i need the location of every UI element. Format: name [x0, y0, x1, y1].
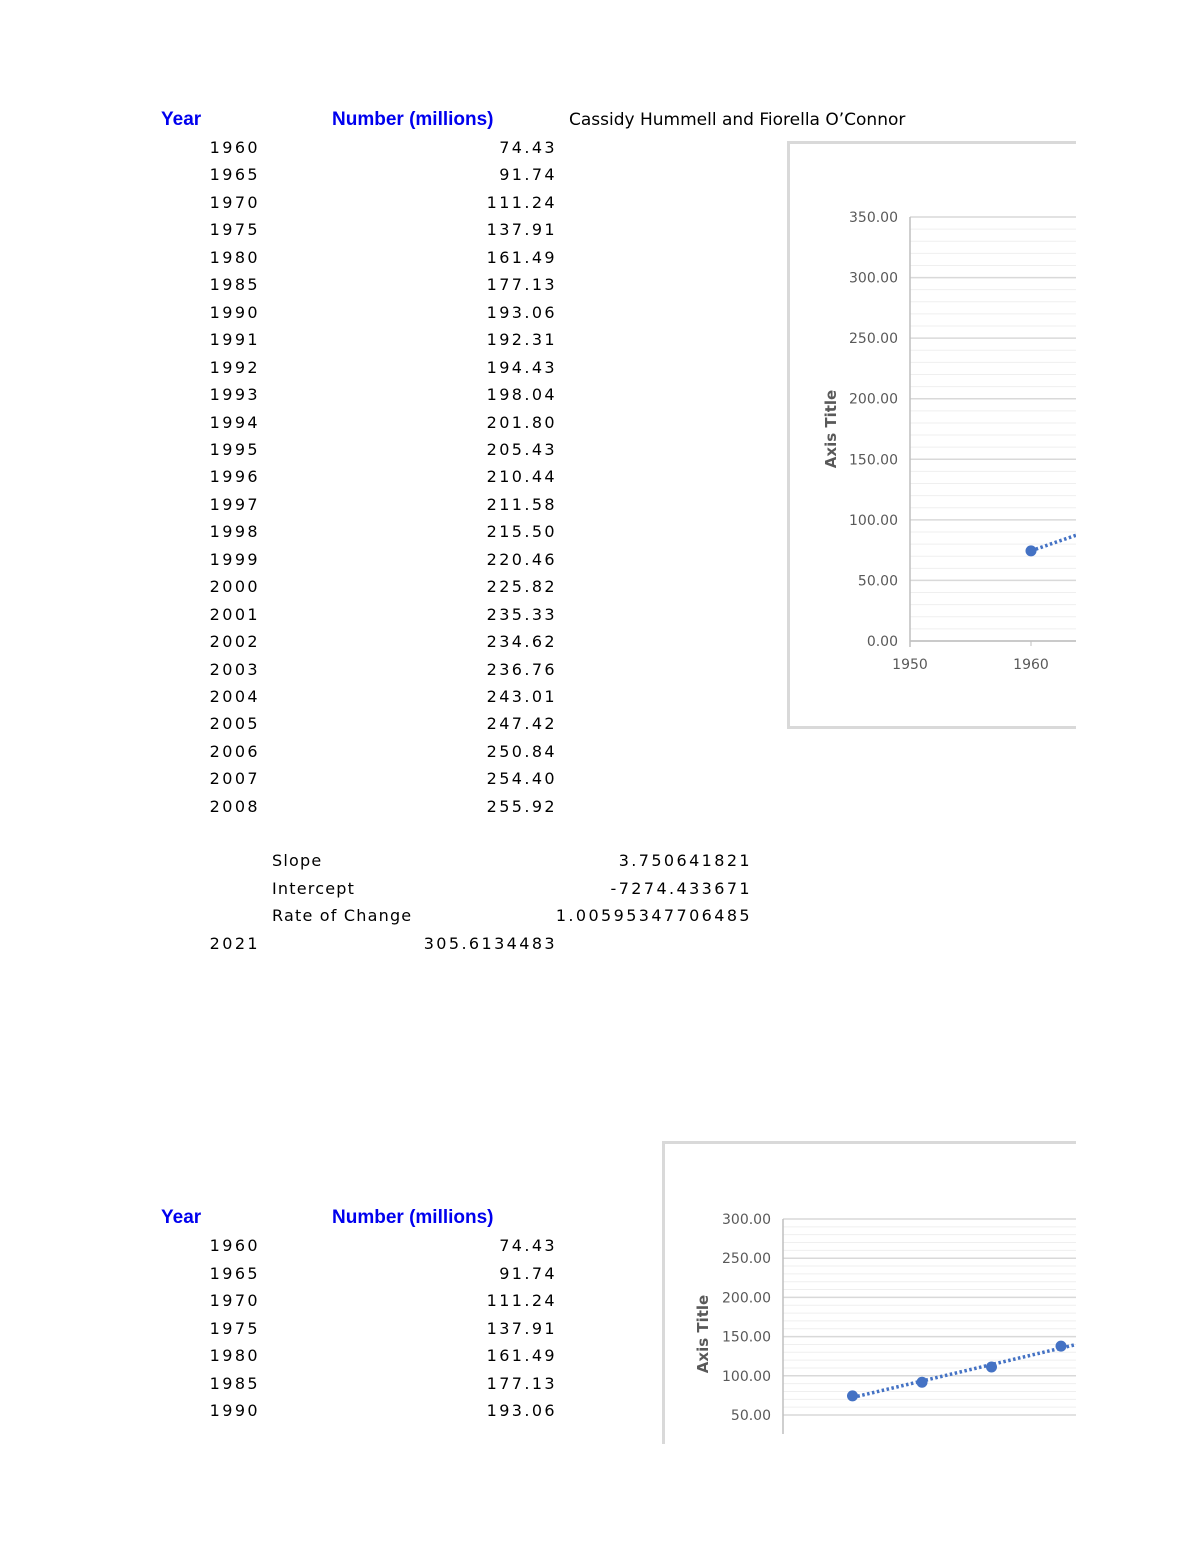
y-tick-label: 0.00 — [866, 634, 898, 650]
intercept-label: Intercept — [272, 879, 356, 898]
table-row-value: 137.91 — [486, 1318, 557, 1338]
table-row-value: 177.13 — [486, 275, 557, 295]
table-row-year: 1975 — [209, 1318, 260, 1338]
table2-year-header: Year — [161, 1207, 202, 1228]
y-tick-label: 200.00 — [722, 1290, 771, 1307]
table-row-value: 91.74 — [499, 1263, 557, 1283]
table-row-value: 111.24 — [486, 1291, 557, 1310]
table-row-year: 2004 — [209, 687, 260, 706]
chart2-svg — [665, 1144, 1076, 1434]
table-row-value: 243.01 — [486, 687, 557, 706]
table-row-value: 193.06 — [486, 1401, 557, 1420]
rate-value: 1.00595347706485 — [555, 906, 752, 925]
table-row-value: 201.80 — [486, 412, 557, 432]
y-tick-label: 350.00 — [849, 210, 898, 226]
y-tick-label: 250.00 — [722, 1251, 771, 1268]
table-row-year: 1960 — [209, 1236, 260, 1255]
table-row-value: 235.33 — [486, 604, 557, 624]
table-row-value: 91.74 — [499, 165, 557, 185]
table-row-year: 2003 — [209, 659, 260, 679]
x-tick-label: 1960 — [1013, 657, 1049, 673]
table-row-value: 161.49 — [486, 247, 557, 267]
y-tick-label: 300.00 — [722, 1212, 771, 1228]
table-row-year: 1999 — [209, 549, 260, 569]
chart1-svg — [790, 144, 1076, 726]
table-row-year: 1985 — [209, 1373, 260, 1393]
table-row-year: 1980 — [209, 247, 260, 267]
table-row-value: 198.04 — [486, 385, 557, 405]
table-row-value: 111.24 — [486, 192, 557, 212]
table-row-year: 1965 — [209, 165, 260, 185]
table-row-value: 215.50 — [486, 522, 557, 542]
table-row-value: 74.43 — [499, 138, 557, 157]
y-tick-label: 50.00 — [730, 1408, 771, 1424]
table-row-year: 1996 — [209, 467, 260, 487]
table-row-year: 1998 — [209, 522, 260, 542]
table-row-year: 1993 — [209, 385, 260, 405]
table-row-year: 2007 — [209, 769, 260, 789]
y-tick-label: 300.00 — [849, 270, 898, 287]
table-row-year: 1975 — [209, 220, 260, 240]
table-row-value: 254.40 — [486, 769, 557, 789]
y-tick-label: 100.00 — [849, 512, 898, 529]
chart1-frame[interactable] — [787, 141, 1076, 729]
y-tick-label: 200.00 — [849, 391, 898, 408]
rate-label: Rate of Change — [272, 906, 413, 925]
data-point[interactable] — [986, 1361, 997, 1372]
y-tick-label: 150.00 — [722, 1329, 771, 1346]
table-row-year: 1995 — [209, 439, 260, 459]
table-row-value: 234.62 — [486, 632, 557, 652]
table-row-year: 1991 — [209, 330, 260, 350]
table-row-value: 250.84 — [486, 741, 557, 761]
table-row-year: 2002 — [209, 632, 260, 652]
intercept-value: -7274.433671 — [610, 879, 752, 898]
table-row-year: 2008 — [209, 796, 260, 816]
y-axis-title: Axis Title — [694, 1294, 712, 1374]
table-row-year: 1965 — [209, 1263, 260, 1283]
table-row-value: 210.44 — [486, 467, 557, 487]
table-row-value: 236.76 — [486, 659, 557, 679]
prediction-year: 2021 — [209, 934, 260, 953]
data-point[interactable] — [1026, 545, 1037, 556]
table2-number-header: Number (millions) — [332, 1207, 494, 1228]
table1-number-header: Number (millions) — [332, 109, 494, 130]
authors-text: Cassidy Hummell and Fiorella O’Connor — [569, 110, 906, 130]
chart2-frame[interactable] — [662, 1141, 1076, 1444]
table-row-value: 161.49 — [486, 1346, 557, 1365]
data-point[interactable] — [917, 1377, 928, 1388]
table-row-year: 1960 — [209, 138, 260, 157]
prediction-value: 305.6134483 — [423, 934, 557, 953]
table-row-value: 193.06 — [486, 302, 557, 322]
y-tick-label: 100.00 — [722, 1368, 771, 1385]
table-row-year: 1990 — [209, 302, 260, 322]
y-tick-label: 250.00 — [849, 331, 898, 348]
table-row-value: 137.91 — [486, 220, 557, 240]
y-tick-label: 50.00 — [857, 573, 898, 590]
x-tick-label: 1950 — [892, 657, 928, 673]
data-point[interactable] — [847, 1390, 858, 1401]
slope-value: 3.750641821 — [618, 851, 752, 870]
table-row-year: 1970 — [209, 192, 260, 212]
table-row-year: 1994 — [209, 412, 260, 432]
table-row-year: 1980 — [209, 1346, 260, 1365]
table-row-value: 211.58 — [486, 494, 557, 514]
data-point[interactable] — [1056, 1341, 1067, 1352]
table-row-value: 205.43 — [486, 439, 557, 459]
table-row-year: 1970 — [209, 1291, 260, 1310]
table-row-year: 2006 — [209, 741, 260, 761]
table-row-year: 1992 — [209, 357, 260, 377]
table-row-value: 177.13 — [486, 1373, 557, 1393]
table-row-value: 74.43 — [499, 1236, 557, 1255]
table-row-value: 192.31 — [486, 330, 557, 350]
table1-year-header: Year — [161, 109, 202, 130]
table-row-value: 255.92 — [486, 796, 557, 816]
trendline — [1031, 535, 1076, 551]
table-row-year: 2005 — [209, 714, 260, 734]
y-axis-title: Axis Title — [822, 389, 840, 469]
table-row-value: 220.46 — [486, 549, 557, 569]
table-row-year: 1997 — [209, 494, 260, 514]
table-row-year: 2000 — [209, 577, 260, 597]
y-tick-label: 150.00 — [849, 452, 898, 469]
table-row-year: 1990 — [209, 1401, 260, 1420]
table-row-year: 1985 — [209, 275, 260, 295]
table-row-year: 2001 — [209, 604, 260, 624]
table-row-value: 247.42 — [486, 714, 557, 734]
table-row-value: 225.82 — [486, 577, 557, 597]
table-row-value: 194.43 — [486, 357, 557, 377]
slope-label: Slope — [272, 851, 323, 870]
